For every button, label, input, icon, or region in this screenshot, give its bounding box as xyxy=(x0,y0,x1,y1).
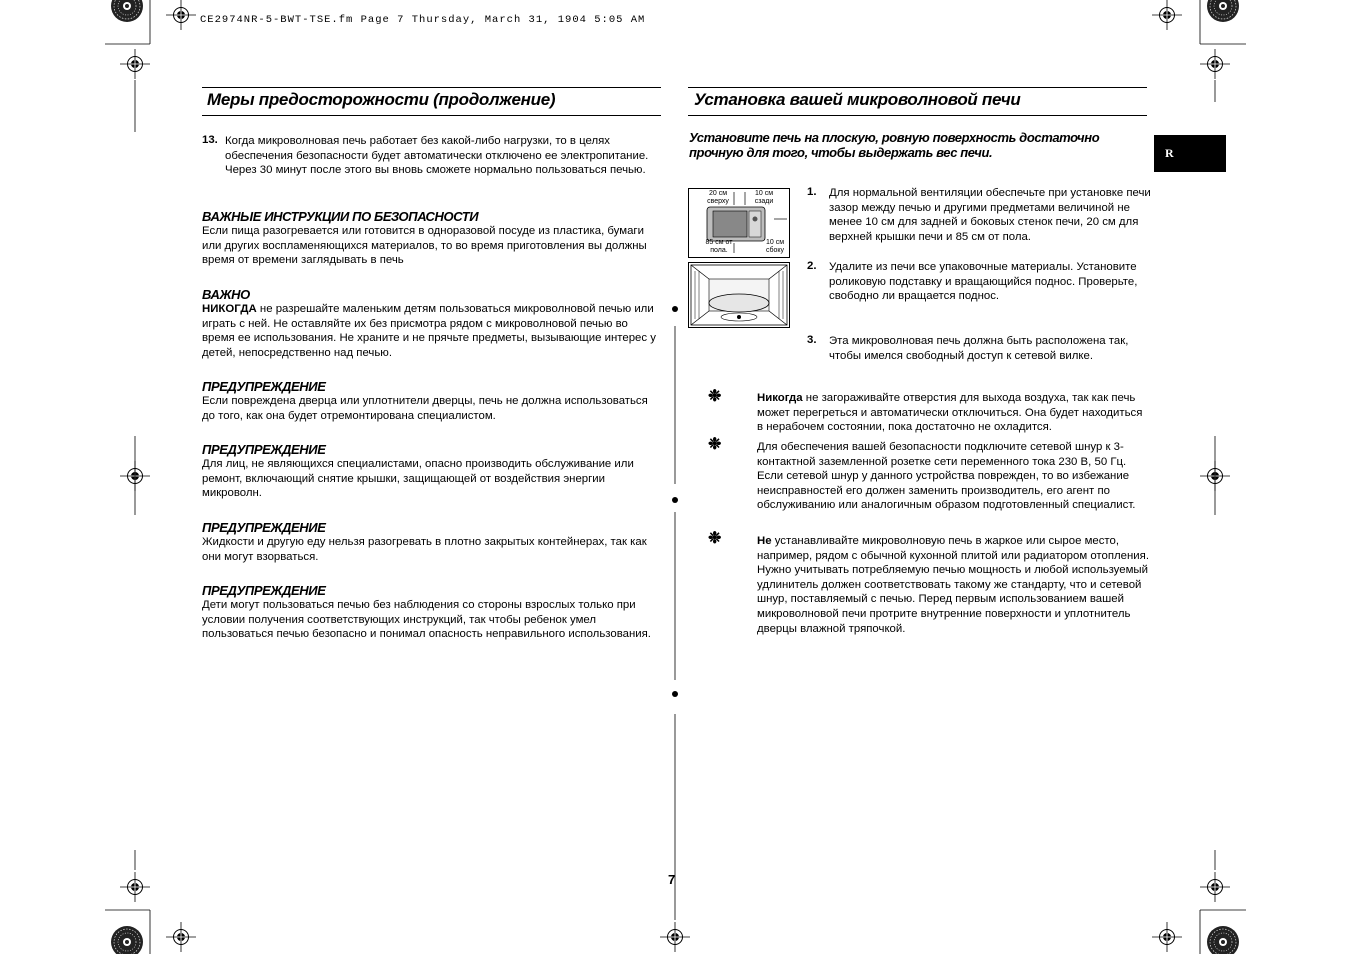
label-side: 10 см сбоку xyxy=(765,239,785,254)
right-title-rule-top xyxy=(688,87,1147,88)
safety-heading: ВАЖНЫЕ ИНСТРУКЦИИ ПО БЕЗОПАСНОСТИ xyxy=(202,209,479,224)
note-1-body: не загораживайте отверстия для выхода воздуха, так как печь может перегреться и автоматически отключиться. Она будет находиться в нерабочем состоянии, пока достаточно не охладится. xyxy=(757,392,1143,434)
left-title-rule-bottom xyxy=(202,115,661,116)
warning-4-section xyxy=(202,583,662,642)
item-13-number: 13. xyxy=(202,134,218,146)
note-3-lead: Не xyxy=(757,535,772,547)
note-1-lead: Никогда xyxy=(757,392,803,404)
note-3-text xyxy=(757,534,1151,636)
item-13-text: Когда микроволновая печь работает без какой-либо нагрузки, то в целях обеспечения безопасности будет автоматически отключено ее электропитание. Через 30 минут после этого вы вновь сможете нормально пользоваться печью. xyxy=(225,135,649,177)
gutter-dot xyxy=(672,691,678,697)
warning-4-heading: ПРЕДУПРЕЖДЕНИЕ xyxy=(202,583,326,598)
language-tab xyxy=(1154,135,1226,172)
page-number: 7 xyxy=(668,872,676,887)
language-tab-label: R xyxy=(1165,146,1174,160)
warning-4-text: Дети могут пользоваться печью без наблюдения со стороны взрослых только при условии получения соответствующих инструкций, так чтобы ребенок умел пользоваться печью безопасно и понимал опасность неправильного использования. xyxy=(202,599,651,641)
note-3-bullet-icon: ❉ xyxy=(708,530,722,547)
gutter-dot xyxy=(672,306,678,312)
turntable-figure xyxy=(688,262,790,328)
note-2-text xyxy=(757,440,1151,513)
important-heading: ВАЖНО xyxy=(202,287,250,302)
clearance-figure xyxy=(688,188,790,258)
warning-3-section xyxy=(202,520,662,564)
step-2-number: 2. xyxy=(807,260,817,272)
important-text xyxy=(202,302,662,360)
label-top: 20 см сверху xyxy=(707,190,729,205)
warning-1-section xyxy=(202,379,662,423)
file-header: CE2974NR-5-BWT-TSE.fm Page 7 Thursday, March 31, 1904 5:05 AM xyxy=(200,14,646,26)
left-title-rule-top xyxy=(202,87,661,88)
important-section xyxy=(202,287,662,360)
step-3-number: 3. xyxy=(807,334,817,346)
step-1-text: Для нормальной вентиляции обеспечьте при установке печи зазор между печью и другими предметами величиной не менее 10 см для задней и боковых стенок печи, 20 см для верхней крышки печи и 85 см от пола. xyxy=(829,187,1151,243)
note-1-text xyxy=(757,391,1151,435)
important-lead: НИКОГДА xyxy=(202,303,257,315)
step-2-text: Удалите из печи все упаковочные материалы. Установите роликовую подставку и вращающийся поднос. Проверьте, свободно ли вращается поднос. xyxy=(829,261,1138,303)
important-body: не разрешайте маленьким детям пользоваться микроволновой печью или играть с ней. Не оставляйте их без присмотра рядом с микроволновой печью во время ее использования. Не храните и не прячьте предметы, вызывающие интерес у детей, непосредственно над печью. xyxy=(202,303,656,359)
safety-section xyxy=(202,209,662,268)
warning-2-section xyxy=(202,442,662,501)
note-1-bullet-icon: ❉ xyxy=(708,388,722,405)
right-title-rule-bottom xyxy=(688,115,1147,116)
turntable-drawing xyxy=(689,263,789,327)
warning-2-text: Для лиц, не являющихся специалистами, опасно производить обслуживание или ремонт, включающий снятие крышки, защищающей от воздействия энергии микроволн. xyxy=(202,458,634,500)
step-3-text: Эта микроволновая печь должна быть расположена так, чтобы имелся свободный доступ к сетевой вилке. xyxy=(829,335,1129,362)
note-2-bullet-icon: ❉ xyxy=(708,436,722,453)
safety-text: Если пища разогревается или готовится в одноразовой посуде из пластика, бумаги или других воспламеняющихся материалов, то во время приготовления вы должны время от времени заглядывать в печь xyxy=(202,225,647,267)
note-3-body: устанавливайте микроволновую печь в жаркое или сырое место, например, рядом с обычной кухонной плитой или радиатором отопления. Нужно учитывать потребляемую печью мощность и любой используемый удлинитель должен соответствовать такому же стандарту, что и сетевой шнур, поставляемый с печью. Перед первым использованием вашей микроволновой печи протрите внутренние поверхности и уплотнитель дверцы влажной тряпочкой. xyxy=(757,535,1149,635)
warning-3-text: Жидкости и другую еду нельзя разогревать в плотно закрытых контейнерах, так как они могут взорваться. xyxy=(202,536,647,563)
note-2-body: Для обеспечения вашей безопасности подключите сетевой шнур к 3-контактной заземленной розетке сети переменного тока 230 В, 50 Гц. Если сетевой шнур у данного устройства поврежден, то во избежание неисправностей его должен заменить производитель, его агент по обслуживанию или аналогичным образом подготовленный специалист. xyxy=(757,441,1136,512)
warning-1-heading: ПРЕДУПРЕЖДЕНИЕ xyxy=(202,379,326,394)
left-page-title: Меры предосторожности (продолжение) xyxy=(207,90,556,109)
warning-1-text: Если повреждена дверца или уплотнители дверцы, печь не должна использоваться до того, как она будет отремонтирована специалистом. xyxy=(202,395,648,422)
install-intro: Установите печь на плоскую, ровную поверхность достаточно прочную для того, чтобы выдержать вес печи. xyxy=(689,130,1100,160)
warning-2-heading: ПРЕДУПРЕЖДЕНИЕ xyxy=(202,442,326,457)
label-back: 10 см сзади xyxy=(754,190,774,205)
step-1-number: 1. xyxy=(807,186,817,198)
label-floor: 85 см от пола. xyxy=(705,239,733,254)
warning-3-heading: ПРЕДУПРЕЖДЕНИЕ xyxy=(202,520,326,535)
right-page-title: Установка вашей микроволновой печи xyxy=(694,90,1021,109)
gutter-dot xyxy=(672,497,678,503)
